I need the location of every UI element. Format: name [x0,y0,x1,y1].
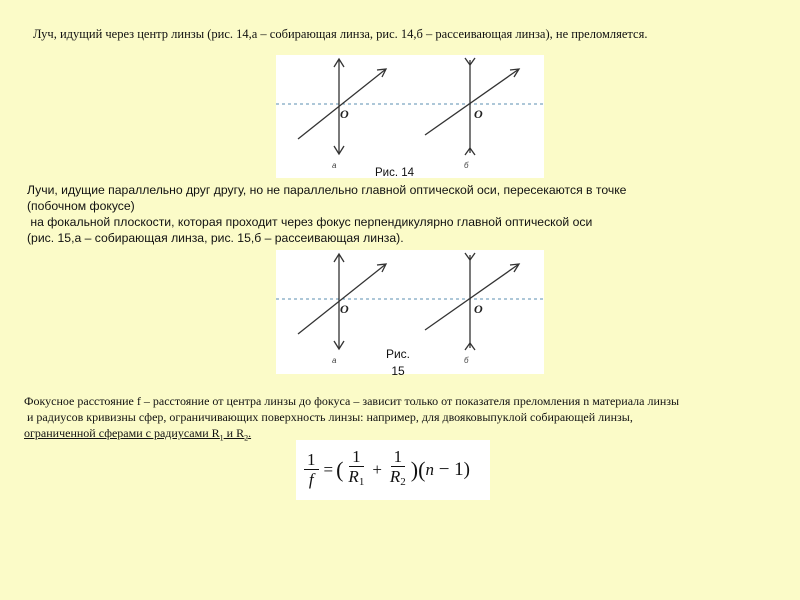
caption-line: Рис. [385,347,411,361]
paragraph-central-ray: Луч, идущий через центр линзы (рис. 14,а – собирающая линза, рис. 14,б – рассеивающая линза), не преломляется. [33,27,648,41]
open-paren: ( [336,457,344,482]
fraction-r2 [387,448,409,492]
figure-14-caption: Рис. 14 [375,167,415,179]
plus-sign: + [372,460,382,479]
numerator: 1 [391,448,406,467]
subscript: 2 [244,433,249,443]
radius-symbol: R [348,467,359,486]
center-label-a: O [340,302,349,316]
fraction-lhs [304,451,319,490]
ray-arrow-b [510,69,519,77]
ray-arrow-b [510,264,519,272]
lens-maker-formula [296,440,490,500]
sub-label-b: б [464,356,469,365]
sub-label-a: а [332,161,337,170]
minus-one: − 1) [433,459,470,480]
radius-symbol: R [389,467,401,486]
equals-sign: = [323,460,334,479]
line-text: и R [223,426,245,440]
denominator: f [308,469,314,489]
subscript: 1 [219,433,224,443]
subscript: 2 [400,476,406,488]
paragraph-line: (побочном фокусе) [27,199,135,213]
refractive-index: n [425,460,434,479]
sub-label-b: б [464,161,469,170]
subscript: 1 [358,476,365,488]
paragraph-line: (рис. 15,а – собирающая линза, рис. 15,б – рассеивающая линза). [27,231,404,245]
center-label-b: O [474,107,483,121]
ray-b [425,264,519,330]
paragraph-line: и радиусов кривизны сфер, ограничивающих поверхность линзы: например, для двояковыпуклой собирающей линзы, [24,410,633,424]
numerator: 1 [349,448,364,467]
fraction-r1 [345,448,367,492]
line-text: . [248,426,252,440]
caption-line: 15 [391,364,405,378]
paragraph-line: Фокусное расстояние f – расстояние от центра линзы до фокуса – зависит только от показателя преломления n материала линзы [24,394,680,408]
paragraph-focal-length [24,393,679,446]
center-label-b: O [474,302,483,316]
close-open-paren: )( [410,457,426,482]
denominator [345,467,367,492]
numerator: 1 [304,451,319,470]
figure-14 [276,55,544,178]
ray-b [425,69,519,135]
figure-14-drawing [276,55,544,178]
paragraph-line: на фокальной плоскости, которая проходит через фокус перпендикулярно главной оптической оси [27,215,593,229]
figure-15-caption [382,346,414,380]
line-text: ограниченной сферами с радиусами R [24,426,220,440]
sub-label-a: а [332,356,337,365]
center-label-a: O [340,107,349,121]
paragraph-parallel-rays [27,182,626,246]
denominator [387,467,409,492]
paragraph-line: Лучи, идущие параллельно друг другу, но не параллельно главной оптической оси, пересекаются в точке [27,183,627,197]
